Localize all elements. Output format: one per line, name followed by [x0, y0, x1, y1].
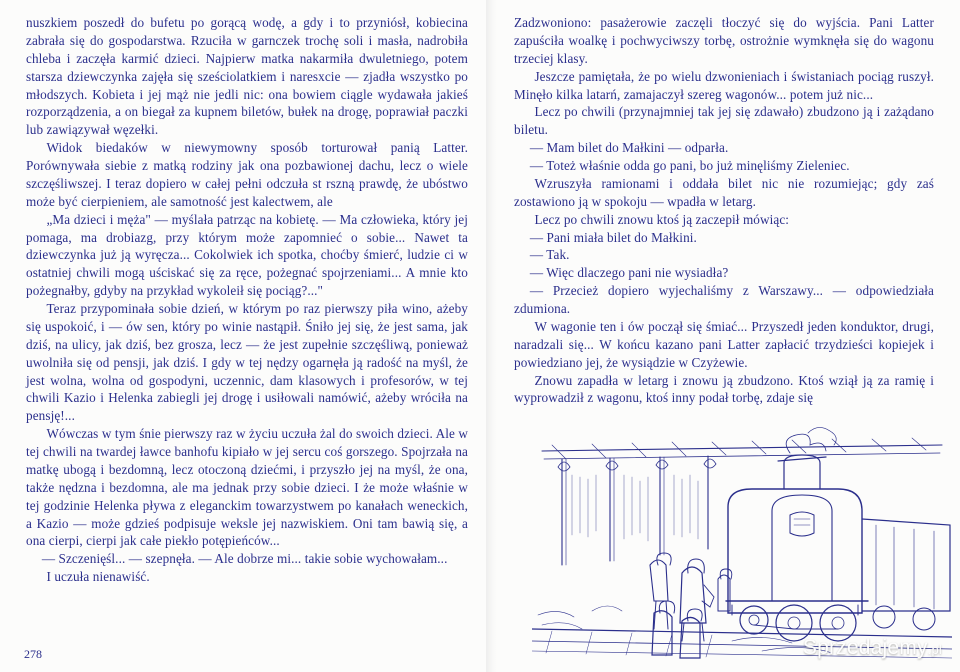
- paragraph: — Pani miała bilet do Małkini.: [529, 229, 697, 245]
- paragraph: — Szczenięśl... — szepnęła. — Ale dobrze mi... takie sobie wychowałam...: [41, 551, 448, 567]
- paragraph: Zadzwoniono: pasażerowie zaczęli tłoczyć się do wyjścia. Pani Latter zapuściła woalkę i pochwyciwszy torbę, ostrożnie wymknęła się do wagonu trzeciej klasy.: [514, 15, 934, 66]
- paragraph: — Więc dlaczego pani nie wysiadła?: [529, 265, 729, 281]
- illustration-area: [514, 415, 934, 661]
- paragraph: „Ma dzieci i męża" — myślała patrząc na kobietę. — Ma człowieka, który jej pomaga, ma drobiazg, przy którym może zapomnieć o sobie... Nawet ta dziewczynka już ją wyręcza... Cokolwiek ich spotka, choćby śmierć, ludzie ci w ostatniej chwili mogą uściskać się za ręce, pożegnać spojrzeniami... A mnie kto pożegnałby, gdyby na przykład wykoleił się pociąg?...": [26, 211, 468, 299]
- paragraph: Wzruszyła ramionami i oddała bilet nic nie rozumiejąc; gdy zaś zostawiono ją w spokoju — wpadła w letarg.: [514, 175, 934, 209]
- paragraph: W wagonie ten i ów począł się śmiać... Przyszedł jeden konduktor, drugi, naradzali się... W końcu kazano pani Latter zapłacić trzydzieści kopiejek i powiedziano jej, że wysiądzie w Czyżewie.: [514, 318, 934, 370]
- paragraph: — Tak.: [529, 247, 570, 263]
- paragraph: nuszkiem poszedł do bufetu po gorącą wodę, a gdy i to przyniósł, kobiecina zabrała się do gospodarstwa. Rzuciła w garnczek trochę soli i masła, nadrobiła chleba i zaczęła karmić dzieci. Najpierw matka nakarmiła dwuletniego, potem starsza dziewczynka zajęła się sześciolatkiem i naresxcie — zjadła wszystko po młodszych. Kobieta i jej mąż nie jedli nic: ona bowiem ciągle wydawała jakieś rozporządzenia, a on biegał za kupnem biletów, bułek na drogę, poprawiał paczki lub zawiązywał węzełki.: [26, 15, 468, 138]
- paragraph: — Toteż właśnie odda go pani, bo już minęliśmy Zieleniec.: [529, 158, 850, 173]
- watermark: [803, 636, 942, 660]
- railway-station-locomotive-illustration: [532, 415, 952, 659]
- left-page-body: [26, 14, 468, 586]
- watermark-suffix: .pl: [927, 642, 942, 657]
- paragraph: Widok biedaków w niewymowny sposób torturował panią Latter. Porównywała siebie z matką rodziny jak ona pozbawionej dachu, lecz o wiele szczęśliwszej. I teraz dopiero w całej pełni odczuła st rszną prawdę, że ubóstwo może być cierpieniem, ale samotność jest kalectwem, ale: [26, 140, 468, 209]
- paragraph: Znowu zapadła w letarg i znowu ją zbudzono. Ktoś wziął ją za ramię i wyprowadził z wagonu, ktoś inny podał torbę, zdaje się: [514, 372, 934, 406]
- right-page-body: [514, 14, 934, 407]
- watermark-main: Sprzedajemy: [802, 636, 928, 659]
- right-page: [490, 0, 960, 672]
- paragraph: Lecz po chwili (przynajmniej tak jej się zdawało) zbudzono ją i zażądano biletu.: [514, 104, 934, 138]
- paragraph: Wówczas w tym śnie pierwszy raz w życiu uczuła żal do swoich dzieci. Ale w tej chwili na twardej ławce banhofu kipiało w jej sercu coś gorszego. Spojrzała na matkę ubogą i bezdomną, lecz otoczoną dziećmi, i przyszło jej na myśl, że ona, także nędzna i bezdomna, ale ma jednak przy sobie dzieci. I że może właśnie w tej godzinie Helenka pływa z eleganckim towarzystwem po kanałach weneckich, a Kazio — może gdzieś podpisuje weksle jej nazwiskiem. Oni tam bawią się, a ona cierpi, cierpi jak całe piekło potępieńców...: [26, 426, 468, 549]
- paragraph: — Przecież dopiero wyjechaliśmy z Warszawy... — odpowiedziała zdumiona.: [514, 283, 934, 316]
- paragraph: Teraz przypominała sobie dzień, w którym po raz pierwszy piła wino, ażeby się uspokoić, i — ów sen, który po winie nastąpił. Śniło jej się, że jest sama, jak dziś, na ulicy, jak dziś, bez grosza, lecz — że jest zupełnie szczęśliwą, ponieważ uwolniła się od pensji, jak dziś. I gdy w tej nędzy ogarnęła ją radość na myśl, że jest wolna, wolna od gospodyni, uczennic, dam klasowych i profesorów, w tej chwili Kazio i Helenka zabiegli jej drogę i usiłowali namówić, ażeby wróciła na pensję!...: [26, 301, 468, 424]
- paragraph: Lecz po chwili znowu ktoś ją zaczepił mówiąc:: [534, 211, 790, 227]
- paragraph: — Mam bilet do Małkini — odparła.: [529, 140, 729, 156]
- paragraph: I uczuła nienawiść.: [46, 569, 150, 585]
- paragraph: Jeszcze pamiętała, że po wielu dzwonieniach i świstaniach pociąg ruszył. Minęło kilka latarń, zamajaczył szereg wagonów... potem już nic...: [514, 68, 934, 102]
- page-number: 278: [24, 647, 42, 661]
